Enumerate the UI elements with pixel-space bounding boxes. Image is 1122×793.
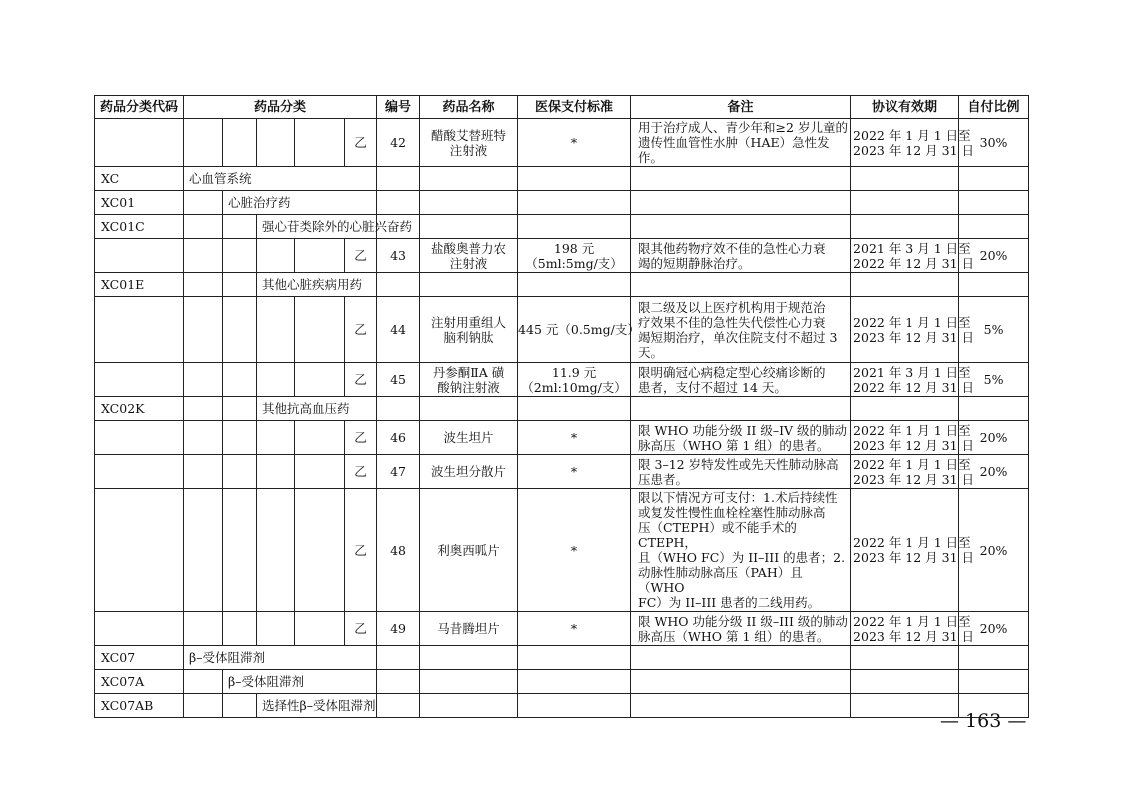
category-row — [95, 191, 1029, 215]
payment-standard: 445 元（0.5mg/支） — [518, 297, 631, 363]
remark: 限 3–12 岁特发性或先天性肺动脉高 压患者。 — [631, 455, 851, 489]
validity-period: 2022 年 1 月 1 日至 2023 年 12 月 31 日 — [851, 612, 959, 646]
table-row — [95, 455, 1029, 489]
remark: 限明确冠心病稳定型心绞痛诊断的 患者，支付不超过 14 天。 — [631, 363, 851, 397]
header-remark: 备注 — [631, 96, 851, 119]
drug-name: 波生坦片 — [420, 421, 518, 455]
category-row — [95, 167, 1029, 191]
payment-standard: * — [518, 489, 631, 612]
drug-type: 乙 — [345, 455, 377, 489]
drug-name: 波生坦分散片 — [420, 455, 518, 489]
drug-type: 乙 — [345, 119, 377, 167]
self-pay-ratio: 20% — [959, 612, 1029, 646]
header-period: 协议有效期 — [851, 96, 959, 119]
category-name: 选择性β–受体阻滞剂 — [257, 694, 377, 718]
validity-period: 2021 年 3 月 1 日至 2022 年 12 月 31 日 — [851, 363, 959, 397]
table-row — [95, 612, 1029, 646]
category-code: XC01 — [95, 191, 184, 215]
table-row — [95, 297, 1029, 363]
drug-type: 乙 — [345, 489, 377, 612]
remark: 限二级及以上医疗机构用于规范治 疗效果不佳的急性失代偿性心力衰 竭短期治疗，单次住院支付不超过 3 天。 — [631, 297, 851, 363]
validity-period: 2022 年 1 月 1 日至 2023 年 12 月 31 日 — [851, 297, 959, 363]
payment-standard: * — [518, 612, 631, 646]
category-code: XC07A — [95, 670, 184, 694]
self-pay-ratio: 20% — [959, 421, 1029, 455]
drug-name: 注射用重组人 脑利钠肽 — [420, 297, 518, 363]
header-code: 药品分类代码 — [95, 96, 184, 119]
category-name: 心血管系统 — [184, 167, 377, 191]
header-name: 药品名称 — [420, 96, 518, 119]
category-code: XC01E — [95, 273, 184, 297]
self-pay-ratio: 30% — [959, 119, 1029, 167]
validity-period: 2022 年 1 月 1 日至 2023 年 12 月 31 日 — [851, 489, 959, 612]
remark: 限 WHO 功能分级 II 级–III 级的肺动 脉高压（WHO 第 1 组）的患者。 — [631, 612, 851, 646]
category-name: 心脏治疗药 — [223, 191, 377, 215]
page-number: — 163 — — [940, 710, 1027, 732]
category-row — [95, 670, 1029, 694]
category-name: 其他抗高血压药 — [257, 397, 377, 421]
validity-period: 2022 年 1 月 1 日至 2023 年 12 月 31 日 — [851, 455, 959, 489]
header-standard: 医保支付标准 — [518, 96, 631, 119]
table-row — [95, 239, 1029, 273]
drug-number: 43 — [377, 239, 420, 273]
drug-number: 48 — [377, 489, 420, 612]
category-code: XC01C — [95, 215, 184, 239]
header-no: 编号 — [377, 96, 420, 119]
table-row — [95, 421, 1029, 455]
drug-number: 47 — [377, 455, 420, 489]
table-row — [95, 363, 1029, 397]
payment-standard: * — [518, 455, 631, 489]
drug-name: 马昔腾坦片 — [420, 612, 518, 646]
drug-type: 乙 — [345, 421, 377, 455]
category-row — [95, 694, 1029, 718]
category-code: XC07 — [95, 646, 184, 670]
drug-type: 乙 — [345, 297, 377, 363]
remark: 用于治疗成人、青少年和≥2 岁儿童的 遗传性血管性水肿（HAE）急性发作。 — [631, 119, 851, 167]
payment-standard: * — [518, 421, 631, 455]
drug-name: 利奥西呱片 — [420, 489, 518, 612]
table-header-row — [95, 96, 1029, 119]
drug-number: 42 — [377, 119, 420, 167]
drug-number: 44 — [377, 297, 420, 363]
validity-period: 2022 年 1 月 1 日至 2023 年 12 月 31 日 — [851, 421, 959, 455]
validity-period: 2022 年 1 月 1 日至 2023 年 12 月 31 日 — [851, 119, 959, 167]
drug-type: 乙 — [345, 239, 377, 273]
category-row — [95, 646, 1029, 670]
category-name: β–受体阻滞剂 — [184, 646, 377, 670]
drug-type: 乙 — [345, 612, 377, 646]
validity-period: 2021 年 3 月 1 日至 2022 年 12 月 31 日 — [851, 239, 959, 273]
category-row — [95, 215, 1029, 239]
self-pay-ratio: 20% — [959, 455, 1029, 489]
self-pay-ratio: 20% — [959, 489, 1029, 612]
category-name: 其他心脏疾病用药 — [257, 273, 377, 297]
category-row — [95, 273, 1029, 297]
category-code: XC02K — [95, 397, 184, 421]
category-name: 强心苷类除外的心脏兴奋药 — [257, 215, 377, 239]
drug-number: 45 — [377, 363, 420, 397]
table-row — [95, 489, 1029, 612]
drug-name: 盐酸奥普力农 注射液 — [420, 239, 518, 273]
header-ratio: 自付比例 — [959, 96, 1029, 119]
header-category: 药品分类 — [184, 96, 377, 119]
drug-number: 49 — [377, 612, 420, 646]
category-row — [95, 397, 1029, 421]
drug-catalog-table — [94, 95, 1029, 718]
self-pay-ratio: 5% — [959, 363, 1029, 397]
remark: 限其他药物疗效不佳的急性心力衰 竭的短期静脉治疗。 — [631, 239, 851, 273]
payment-standard: * — [518, 119, 631, 167]
self-pay-ratio: 5% — [959, 297, 1029, 363]
category-name: β–受体阻滞剂 — [223, 670, 377, 694]
drug-name: 丹参酮ⅡA 磺 酸钠注射液 — [420, 363, 518, 397]
payment-standard: 198 元 （5ml:5mg/支） — [518, 239, 631, 273]
self-pay-ratio: 20% — [959, 239, 1029, 273]
payment-standard: 11.9 元 （2ml:10mg/支） — [518, 363, 631, 397]
category-code: XC07AB — [95, 694, 184, 718]
remark: 限 WHO 功能分级 II 级–IV 级的肺动 脉高压（WHO 第 1 组）的患者。 — [631, 421, 851, 455]
drug-type: 乙 — [345, 363, 377, 397]
table-row — [95, 119, 1029, 167]
drug-name: 醋酸艾替班特 注射液 — [420, 119, 518, 167]
drug-number: 46 — [377, 421, 420, 455]
category-code: XC — [95, 167, 184, 191]
remark: 限以下情况方可支付：1.术后持续性 或复发性慢性血栓栓塞性肺动脉高 压（CTEPH）或不能手术的 CTEPH， 且（WHO FC）为 II–III 的患者；2. 动脉性肺动脉高压（PAH）且（WHO FC）为 II–III 患者的二线用药。 — [631, 489, 851, 612]
